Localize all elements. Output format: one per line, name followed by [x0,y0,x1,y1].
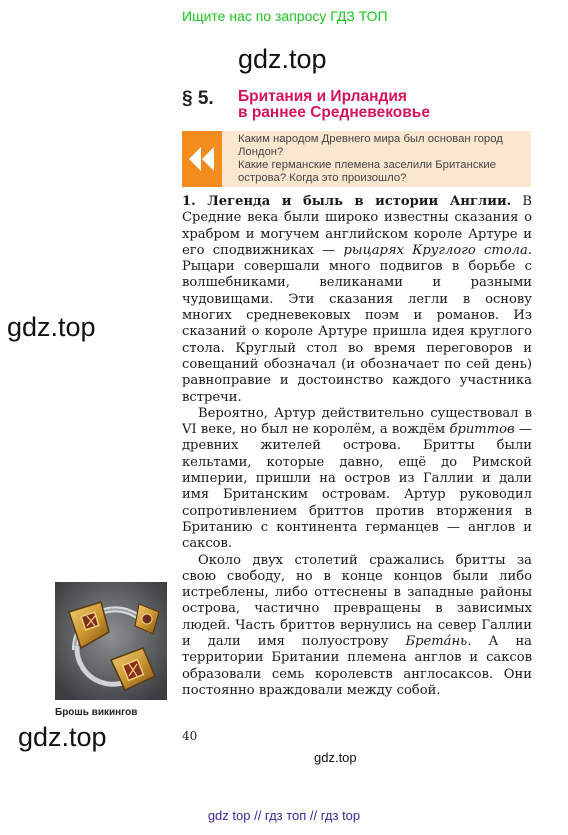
review-questions [238,133,530,185]
watermark-left: gdz.top [7,312,96,342]
watermark-top: gdz.top [238,44,327,74]
paragraph-2 [182,406,532,553]
p3-term: Брета́нь [405,634,468,650]
p3-text-a: Около двух столетий сражались бритты за свою свободу, но в конце концов были либо истреблены, либо оттеснены в западные районы острова, частично превращены в зависимых людей. Часть бриттов вернулись на север Галлии и дали имя полуострову [182,552,532,650]
p1-text-b: . Рыцари совершали много подвигов в борьбе с волшебниками, великанами и разными чудовищами. Эти сказания легли в основу многих средневековых поэм и романов. Из сказаний о короле Артуре пришла идея круглого стола. Круглый стол во время переговоров и совещаний обозначал (и обозначает по сей день) равноправие и достоинство каждого участника встречи. [182,242,532,405]
p3-text-b: . А на территории Британии племена англов и саксов образовали семь королевств англосаксов. Они постоянно враждовали между собой. [182,634,532,698]
viking-brooch-image [55,582,167,700]
question-1: Каким народом Древнего мира был основан город Лондон? [238,133,503,158]
p1-text-a: В Средние века были широко известны сказания о храбром и могучем английском короле Артуре и его сподвижниках — [182,194,532,258]
watermark-bottom-left: gdz.top [18,722,107,752]
chapter-title [238,89,430,121]
rewind-arrow-icon [182,131,222,187]
p2-text-a: Вероятно, Артур действительно существовал в VI веке, но был не королём, а вождём [182,405,532,438]
p2-term: бриттов [449,422,515,438]
paragraph-sign: § 5. [182,88,214,109]
footer-links[interactable]: gdz top // гдз топ // гдз top [207,808,361,823]
paragraph-1 [182,194,532,406]
question-2: Какие германские племена заселили Британские острова? Когда это произошло? [238,159,497,184]
paragraph-3 [182,553,532,700]
page-number: 40 [182,729,198,743]
body-text [182,194,532,699]
chapter-title-line2: в раннее Средневековье [238,104,430,121]
header-search-link[interactable]: Ищите нас по запросу ГДЗ ТОП [182,8,388,24]
figure-caption: Брошь викингов [55,707,138,718]
section-heading: 1. Легенда и быль в истории Англии. [182,194,512,209]
p2-text-b: — древних жителей острова. Бритты были кельтами, которые давно, ещё до Римской империи, пришли на остров из Галлии и дали имя Британским островам. Артур руководил сопротивлением бриттов против вторжения в Британию с континента германцев — англов и саксов. [182,422,532,552]
p1-term: рыцарях Круглого стола [343,242,528,258]
watermark-bottom-center: gdz.top [314,750,357,765]
chapter-title-line1: Британия и Ирландия [238,88,407,105]
